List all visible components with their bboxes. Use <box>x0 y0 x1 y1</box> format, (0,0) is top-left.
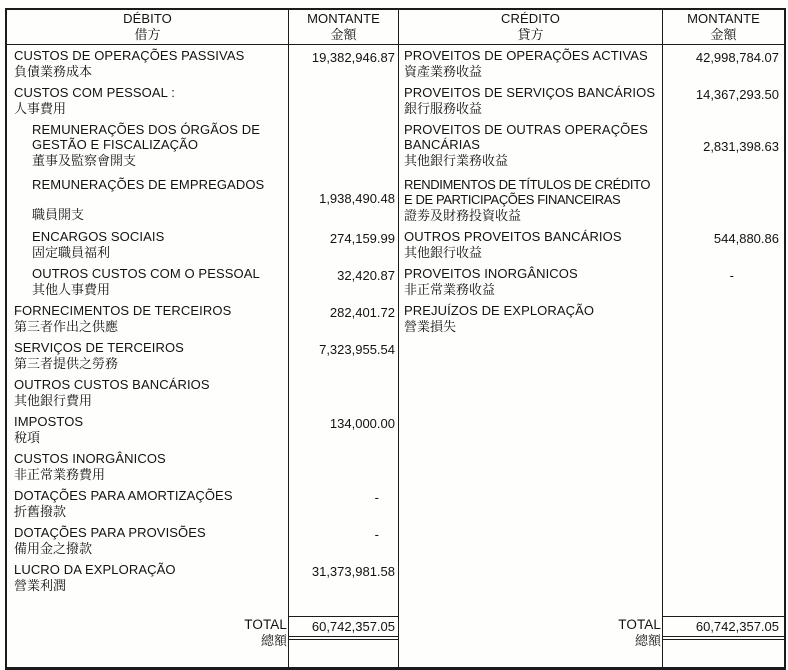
credit-label-cell <box>399 174 663 226</box>
debit-label-cn: 董事及監察會開支 <box>32 153 137 168</box>
table-row <box>7 174 784 226</box>
debit-label-cn: 非正常業務費用 <box>14 467 106 482</box>
debit-label-pt: OUTROS CUSTOS COM O PESSOAL <box>32 266 260 281</box>
credit-total-amount: 60,742,357.05 <box>663 616 784 640</box>
debit-amount-cell: 282,401.72 <box>289 300 399 337</box>
credit-label-cell <box>399 263 663 300</box>
table-row <box>7 300 784 337</box>
debit-label-cn: 其他銀行費用 <box>14 393 93 408</box>
debit-label-cell <box>7 485 289 522</box>
debit-label-cell <box>7 82 289 119</box>
credit-label-cn: 非正常業務收益 <box>404 282 496 297</box>
debit-label-cn: 折舊撥款 <box>14 504 67 519</box>
credit-label-cell <box>399 485 663 522</box>
credit-label-cell <box>399 448 663 485</box>
debit-total-cn: 總額 <box>260 633 287 648</box>
credit-label-pt: PROVEITOS INORGÂNICOS <box>404 266 578 281</box>
header-debit-amount-cn: 金額 <box>330 27 357 42</box>
debit-label-cell <box>7 522 289 559</box>
debit-label-cell <box>7 119 289 174</box>
debit-label-cell <box>7 45 289 82</box>
credit-amount-cell: 544,880.86 <box>713 231 779 246</box>
credit-total-cn: 總額 <box>634 633 661 648</box>
credit-amount-cell: 42,998,784.07 <box>695 50 779 65</box>
credit-total-pt: TOTAL <box>618 617 661 632</box>
credit-label-cell <box>399 45 663 82</box>
debit-label-pt: OUTROS CUSTOS BANCÁRIOS <box>14 377 210 392</box>
credit-label-cell <box>399 522 663 559</box>
credit-amount-cell <box>663 174 784 226</box>
debit-amount-cell: 1,938,490.48 <box>289 174 399 226</box>
debit-amount-cell <box>289 119 399 174</box>
credit-label-pt: PROVEITOS DE OUTRAS OPERAÇÕES BANCÁRIAS <box>404 122 648 152</box>
debit-amount-cell: 134,000.00 <box>289 411 399 448</box>
debit-total-label <box>7 607 289 667</box>
table-row <box>7 82 784 119</box>
debit-label-cn: 固定職員福利 <box>32 245 111 260</box>
debit-label-cn: 稅項 <box>14 430 41 445</box>
total-row <box>7 607 784 667</box>
credit-label-pt: PREJUÍZOS DE EXPLORAÇÃO <box>404 303 595 318</box>
debit-amount-cell: 274,159.99 <box>289 226 399 263</box>
debit-label-cell <box>7 263 289 300</box>
debit-label-cell <box>7 411 289 448</box>
debit-amount-cell: 32,420.87 <box>289 263 399 300</box>
debit-label-cn: 營業利潤 <box>14 578 67 593</box>
credit-label-pt: PROVEITOS DE OPERAÇÕES ACTIVAS <box>404 48 648 63</box>
debit-label-pt: CUSTOS INORGÂNICOS <box>14 451 166 466</box>
table-row <box>7 522 784 559</box>
debit-label-pt: CUSTOS DE OPERAÇÕES PASSIVAS <box>14 48 245 63</box>
header-debit <box>7 10 289 44</box>
credit-amount-cell: - <box>729 268 734 283</box>
credit-label-pt: OUTROS PROVEITOS BANCÁRIOS <box>404 229 622 244</box>
credit-label-cn: 銀行服務收益 <box>404 101 483 116</box>
credit-amount-cell: 2,831,398.63 <box>703 139 779 154</box>
credit-amount-cell <box>663 300 784 337</box>
table-row <box>7 119 784 174</box>
debit-amount-cell <box>289 374 399 411</box>
debit-label-pt: IMPOSTOS <box>14 414 84 429</box>
credit-amount-cell <box>663 337 784 374</box>
debit-label-cn: 備用金之撥款 <box>14 541 93 556</box>
credit-amount-cell: 14,367,293.50 <box>695 87 779 102</box>
credit-total-label <box>399 607 663 667</box>
debit-label-cell <box>7 174 289 226</box>
credit-label-cn: 資產業務收益 <box>404 64 483 79</box>
debit-total-amount: 60,742,357.05 <box>289 616 398 640</box>
debit-label-cn: 負債業務成本 <box>14 64 93 79</box>
credit-amount-cell <box>663 485 784 522</box>
credit-label-cell <box>399 300 663 337</box>
credit-amount-cell <box>663 559 784 607</box>
table-row <box>7 485 784 522</box>
table-row <box>7 559 784 607</box>
credit-label-cn: 營業損失 <box>404 319 457 334</box>
debit-label-pt: DOTAÇÕES PARA AMORTIZAÇÕES <box>14 488 233 503</box>
credit-amount-cell <box>663 374 784 411</box>
header-debit-amount <box>289 10 399 44</box>
credit-label-pt: PROVEITOS DE SERVIÇOS BANCÁRIOS <box>404 85 656 100</box>
header-credit-pt: CRÉDITO <box>501 11 560 26</box>
debit-amount-cell <box>289 448 399 485</box>
debit-amount-cell: 7,323,955.54 <box>289 337 399 374</box>
debit-label-cn: 其他人事費用 <box>32 282 111 297</box>
table-row <box>7 45 784 82</box>
credit-label-cell <box>399 374 663 411</box>
credit-total-amount-cell <box>663 607 784 667</box>
table-row <box>7 226 784 263</box>
debit-label-cell <box>7 226 289 263</box>
credit-label-cn: 證劵及財務投資收益 <box>404 208 522 223</box>
credit-label-cell <box>399 559 663 607</box>
debit-label-cell <box>7 448 289 485</box>
header-debit-amount-pt: MONTANTE <box>307 11 380 26</box>
credit-amount-cell <box>663 411 784 448</box>
table-row <box>7 374 784 411</box>
debit-label-pt: SERVIÇOS DE TERCEIROS <box>14 340 184 355</box>
debit-total-amount-cell <box>289 607 399 667</box>
credit-label-cn: 其他銀行收益 <box>404 245 483 260</box>
debit-label-cn: 職員開支 <box>32 207 85 222</box>
header-debit-cn: 借方 <box>134 27 161 42</box>
table-row <box>7 411 784 448</box>
debit-amount-cell: 19,382,946.87 <box>289 45 399 82</box>
debit-label-cn: 第三者提供之勞務 <box>14 356 119 371</box>
credit-label-cell <box>399 226 663 263</box>
debit-label-cell <box>7 337 289 374</box>
credit-amount-cell <box>663 522 784 559</box>
table-row <box>7 448 784 485</box>
debit-label-cell <box>7 559 289 607</box>
credit-label-pt: RENDIMENTOS DE TÍTULOS DE CRÉDITO E DE PARTICIPAÇÕES FINANCEIRAS <box>404 177 651 207</box>
credit-label-cell <box>399 411 663 448</box>
debit-label-pt: DOTAÇÕES PARA PROVISÕES <box>14 525 206 540</box>
header-credit-amount <box>663 10 784 44</box>
debit-total-pt: TOTAL <box>244 617 287 632</box>
table-row <box>7 337 784 374</box>
debit-label-cell <box>7 300 289 337</box>
header-credit <box>399 10 663 44</box>
debit-label-cn: 人事費用 <box>14 101 67 116</box>
debit-label-cn: 第三者作出之供應 <box>14 319 119 334</box>
debit-label-cell <box>7 374 289 411</box>
debit-amount-cell: - <box>289 522 399 559</box>
debit-label-pt: LUCRO DA EXPLORAÇÃO <box>14 562 176 577</box>
table-row <box>7 263 784 300</box>
debit-label-pt: CUSTOS COM PESSOAL : <box>14 85 175 100</box>
debit-label-pt: ENCARGOS SOCIAIS <box>32 229 165 244</box>
debit-label-pt: REMUNERAÇÕES DE EMPREGADOS <box>32 177 265 192</box>
header-credit-amount-cn: 金額 <box>710 27 737 42</box>
credit-label-cell <box>399 119 663 174</box>
debit-label-pt: REMUNERAÇÕES DOS ÓRGÃOS DE GESTÃO E FISCALIZAÇÃO <box>32 122 260 152</box>
debit-label-pt: FORNECIMENTOS DE TERCEIROS <box>14 303 232 318</box>
credit-amount-cell <box>663 448 784 485</box>
debit-amount-cell <box>289 82 399 119</box>
credit-label-cell <box>399 82 663 119</box>
debit-amount-cell: - <box>289 485 399 522</box>
header-credit-cn: 貸方 <box>517 27 544 42</box>
credit-label-cn: 其他銀行業務收益 <box>404 153 509 168</box>
credit-label-cell <box>399 337 663 374</box>
debit-amount-cell: 31,373,981.58 <box>289 559 399 607</box>
header-debit-pt: DÉBITO <box>123 11 172 26</box>
table-header-row <box>7 10 784 45</box>
profit-loss-statement-table <box>5 8 786 670</box>
header-credit-amount-pt: MONTANTE <box>687 11 760 26</box>
